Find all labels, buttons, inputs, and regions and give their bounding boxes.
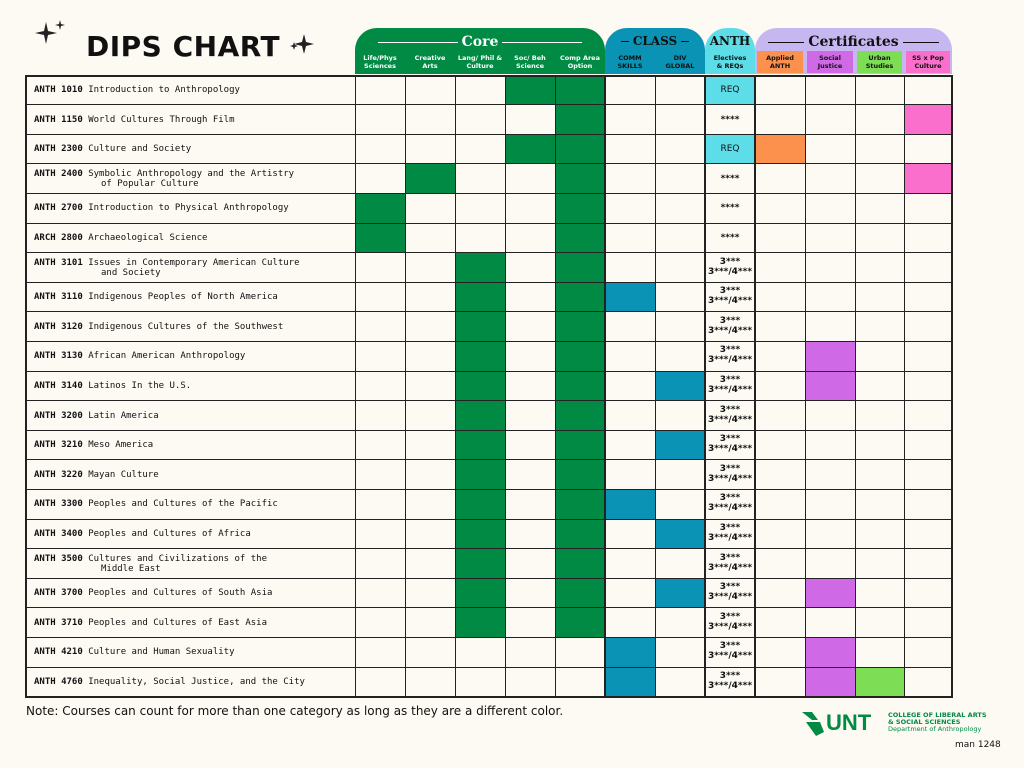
course-label bbox=[34, 588, 354, 598]
class-cell bbox=[605, 489, 655, 519]
code-tag: man 1248 bbox=[955, 740, 1001, 750]
core-cell bbox=[455, 578, 505, 608]
core-cell bbox=[555, 341, 605, 371]
course-name: Peoples and Cultures of East Asia bbox=[88, 617, 268, 628]
course-code: ANTH 3130 bbox=[34, 351, 83, 362]
course-code: ANTH 3140 bbox=[34, 381, 83, 391]
core-cell bbox=[555, 164, 605, 194]
course-name: Peoples and Cultures of Africa bbox=[88, 529, 251, 539]
cert-cell bbox=[805, 578, 855, 608]
course-label bbox=[34, 499, 354, 509]
row-divider bbox=[26, 104, 952, 105]
column-label: Electives & REQs bbox=[713, 54, 747, 70]
title-rule bbox=[378, 42, 458, 43]
core-cell bbox=[455, 341, 505, 371]
course-name: Inequality, Social Justice, and the City bbox=[88, 677, 305, 687]
course-name: Meso America bbox=[88, 440, 154, 451]
anth-requirement: **** bbox=[720, 203, 740, 214]
column-label: Lang/ Phil & Culture bbox=[457, 54, 503, 70]
footnote: Note: Courses can count for more than one category as long as they are a different color. bbox=[26, 704, 564, 718]
column-label: Life/Phys Sciences bbox=[363, 54, 397, 70]
course-code: ANTH 2700 bbox=[34, 203, 83, 214]
anth-requirement: 3*** 3***/4*** bbox=[707, 552, 753, 573]
course-code: ARCH 2800 bbox=[34, 233, 83, 243]
class-cell bbox=[655, 430, 705, 460]
group-title-text: CLASS bbox=[632, 34, 678, 48]
cert-cell bbox=[855, 667, 904, 697]
course-name: Mayan Culture bbox=[88, 469, 159, 480]
anth-requirement: REQ bbox=[720, 144, 740, 155]
row-divider bbox=[26, 489, 952, 490]
row-divider bbox=[26, 371, 952, 372]
anth-requirement: 3*** 3***/4*** bbox=[707, 493, 753, 514]
row-divider bbox=[26, 341, 952, 342]
row-divider bbox=[26, 607, 952, 608]
core-cell bbox=[455, 282, 505, 312]
title-rule bbox=[502, 42, 582, 43]
class-cell bbox=[605, 667, 655, 697]
page-title: DIPS CHART bbox=[86, 30, 281, 63]
column-divider bbox=[555, 75, 556, 698]
column-label: Urban Studies bbox=[857, 51, 902, 73]
anth-requirement: REQ bbox=[720, 85, 740, 95]
row-divider bbox=[26, 519, 952, 520]
core-cell bbox=[455, 608, 505, 638]
column-label: DIV GLOBAL bbox=[665, 54, 695, 70]
column-divider bbox=[855, 75, 856, 698]
core-cell bbox=[555, 519, 605, 549]
class-cell bbox=[605, 282, 655, 312]
course-name: Indigenous Cultures of the Southwest bbox=[88, 321, 284, 332]
anth-requirement: 3*** 3***/4*** bbox=[707, 671, 753, 691]
course-name: Issues in Contemporary American Culture bbox=[88, 257, 300, 268]
course-label bbox=[34, 647, 354, 657]
course-code: ANTH 3200 bbox=[34, 410, 83, 421]
group-title-text: Certificates bbox=[808, 34, 899, 50]
course-code: ANTH 1010 bbox=[34, 85, 83, 95]
core-cell bbox=[455, 371, 505, 401]
anth-requirement: 3*** 3***/4*** bbox=[707, 345, 753, 366]
logo-text: UNT bbox=[826, 710, 872, 735]
college-name bbox=[888, 712, 987, 733]
core-cell bbox=[555, 134, 605, 164]
cert-cell bbox=[805, 637, 855, 667]
course-label bbox=[34, 292, 354, 302]
column-divider bbox=[25, 75, 27, 698]
column-divider bbox=[405, 75, 406, 698]
column-label: Applied ANTH bbox=[757, 51, 803, 73]
course-label bbox=[34, 169, 354, 189]
course-label bbox=[34, 115, 354, 125]
row-divider bbox=[26, 696, 952, 698]
course-label bbox=[34, 258, 354, 278]
column-divider bbox=[355, 75, 356, 698]
core-cell bbox=[455, 549, 505, 579]
cert-cell bbox=[805, 341, 855, 371]
column-label: COMM SKILLS bbox=[617, 54, 643, 70]
core-cell bbox=[455, 253, 505, 283]
core-cell bbox=[555, 193, 605, 223]
anth-requirement: 3*** 3***/4*** bbox=[707, 611, 753, 632]
course-label bbox=[34, 618, 354, 628]
anth-requirement: 3*** 3***/4*** bbox=[707, 641, 753, 662]
column-divider bbox=[704, 75, 706, 698]
course-name: Culture and Society bbox=[88, 144, 192, 155]
cert-cell bbox=[755, 134, 805, 164]
college-name-text: COLLEGE OF LIBERAL ARTS & SOCIAL SCIENCES bbox=[888, 711, 987, 726]
course-label bbox=[34, 233, 354, 243]
course-code: ANTH 3500 bbox=[34, 553, 83, 564]
core-cell bbox=[455, 489, 505, 519]
column-divider bbox=[505, 75, 506, 698]
cert-cell bbox=[805, 667, 855, 697]
core-cell bbox=[555, 75, 605, 105]
course-label bbox=[34, 440, 354, 450]
anth-requirement: **** bbox=[720, 233, 740, 243]
core-cell bbox=[555, 371, 605, 401]
course-label bbox=[34, 470, 354, 480]
column-divider bbox=[805, 75, 806, 698]
cert-cell bbox=[805, 371, 855, 401]
core-cell bbox=[455, 430, 505, 460]
core-cell bbox=[455, 312, 505, 342]
group-title-anth bbox=[705, 34, 755, 48]
column-divider bbox=[754, 75, 756, 698]
unt-logo bbox=[800, 708, 888, 738]
column-divider bbox=[604, 75, 606, 698]
anth-requirement: 3*** 3***/4*** bbox=[707, 463, 753, 484]
course-name: Peoples and Cultures of South Asia bbox=[88, 588, 273, 599]
core-cell bbox=[355, 223, 405, 253]
column-divider bbox=[655, 75, 656, 698]
row-divider bbox=[26, 75, 952, 77]
core-cell bbox=[455, 460, 505, 490]
anth-requirement: 3*** 3***/4*** bbox=[707, 523, 753, 543]
course-code: ANTH 2400 bbox=[34, 168, 83, 179]
course-label bbox=[34, 85, 354, 95]
course-label bbox=[34, 351, 354, 361]
course-label bbox=[34, 381, 354, 391]
group-title-text: ANTH bbox=[709, 34, 751, 48]
anth-requirement: 3*** 3***/4*** bbox=[707, 315, 753, 336]
class-cell bbox=[655, 578, 705, 608]
anth-requirement: 3*** 3***/4*** bbox=[707, 286, 753, 307]
row-divider bbox=[26, 430, 952, 431]
course-code: ANTH 3400 bbox=[34, 529, 83, 539]
group-title-certificates bbox=[755, 34, 952, 50]
core-cell bbox=[555, 549, 605, 579]
title-rule bbox=[903, 42, 939, 43]
row-divider bbox=[26, 282, 952, 283]
column-label: Social Justice bbox=[807, 51, 853, 73]
row-divider bbox=[26, 311, 952, 312]
row-divider bbox=[26, 252, 952, 253]
row-divider bbox=[26, 548, 952, 549]
class-cell bbox=[655, 519, 705, 549]
course-name: Introduction to Anthropology bbox=[88, 85, 240, 95]
course-name: Latin America bbox=[88, 410, 159, 421]
core-cell bbox=[555, 578, 605, 608]
course-name: Latinos In the U.S. bbox=[88, 381, 192, 391]
row-divider bbox=[26, 459, 952, 460]
core-cell bbox=[455, 519, 505, 549]
class-cell bbox=[655, 371, 705, 401]
core-cell bbox=[555, 105, 605, 135]
course-name: African American Anthropology bbox=[88, 351, 246, 362]
row-divider bbox=[26, 223, 952, 224]
core-cell bbox=[555, 489, 605, 519]
course-code: ANTH 4210 bbox=[34, 647, 83, 658]
core-cell bbox=[355, 193, 405, 223]
course-name: World Cultures Through Film bbox=[88, 114, 235, 125]
column-label: Creative Arts bbox=[414, 54, 446, 70]
course-code: ANTH 3300 bbox=[34, 499, 83, 510]
course-label bbox=[34, 554, 354, 574]
course-name: Cultures and Civilizations of the bbox=[88, 553, 268, 564]
group-title-core bbox=[355, 34, 605, 50]
sparkle-icon bbox=[34, 18, 68, 48]
course-code: ANTH 2300 bbox=[34, 144, 83, 155]
core-cell bbox=[505, 134, 555, 164]
column-divider bbox=[455, 75, 456, 698]
core-cell bbox=[555, 253, 605, 283]
core-cell bbox=[555, 401, 605, 431]
course-code: ANTH 3220 bbox=[34, 469, 83, 480]
course-name: Introduction to Physical Anthropology bbox=[88, 203, 289, 214]
anth-requirement: **** bbox=[720, 114, 740, 125]
anth-requirement: 3*** 3***/4*** bbox=[707, 256, 753, 277]
anth-requirement: **** bbox=[720, 173, 740, 184]
cert-cell bbox=[904, 105, 952, 135]
course-name: Culture and Human Sexuality bbox=[88, 647, 235, 658]
title-rule bbox=[681, 41, 689, 42]
row-divider bbox=[26, 193, 952, 194]
column-divider bbox=[904, 75, 905, 698]
course-name: Archaeological Science bbox=[88, 233, 208, 243]
core-cell bbox=[555, 312, 605, 342]
row-divider bbox=[26, 163, 952, 164]
core-cell bbox=[455, 401, 505, 431]
course-name: Indigenous Peoples of North America bbox=[88, 292, 278, 303]
anth-requirement: 3*** 3***/4*** bbox=[707, 375, 753, 395]
course-name-continued: and Society bbox=[101, 267, 161, 278]
course-code: ANTH 1150 bbox=[34, 114, 83, 125]
course-code: ANTH 3101 bbox=[34, 257, 83, 268]
core-cell bbox=[505, 75, 555, 105]
core-cell bbox=[555, 430, 605, 460]
course-label bbox=[34, 144, 354, 154]
column-label: SS x Pop Culture bbox=[906, 51, 950, 73]
course-code: ANTH 3210 bbox=[34, 440, 83, 451]
course-name-continued: Middle East bbox=[101, 563, 161, 574]
core-cell bbox=[555, 608, 605, 638]
course-code: ANTH 3120 bbox=[34, 321, 83, 332]
course-code: ANTH 3710 bbox=[34, 617, 83, 628]
anth-requirement: 3*** 3***/4*** bbox=[707, 582, 753, 603]
cert-cell bbox=[904, 164, 952, 194]
group-title-class bbox=[605, 34, 705, 48]
course-code: ANTH 4760 bbox=[34, 677, 83, 687]
department-name: Department of Anthropology bbox=[888, 725, 982, 733]
title-rule bbox=[768, 42, 804, 43]
course-label bbox=[34, 529, 354, 539]
course-label bbox=[34, 411, 354, 421]
row-divider bbox=[26, 667, 952, 668]
course-label bbox=[34, 677, 354, 687]
course-name: Symbolic Anthropology and the Artistry bbox=[88, 168, 295, 179]
anth-requirement: 3*** 3***/4*** bbox=[707, 404, 753, 425]
core-cell bbox=[555, 223, 605, 253]
course-label bbox=[34, 203, 354, 213]
course-code: ANTH 3110 bbox=[34, 292, 83, 303]
core-cell bbox=[555, 460, 605, 490]
course-code: ANTH 3700 bbox=[34, 588, 83, 599]
anth-requirement: 3*** 3***/4*** bbox=[707, 434, 753, 455]
core-cell bbox=[555, 282, 605, 312]
row-divider bbox=[26, 578, 952, 579]
column-label: Comp Area Option bbox=[560, 54, 600, 70]
column-divider bbox=[951, 75, 953, 698]
course-name: Peoples and Cultures of the Pacific bbox=[88, 499, 278, 510]
core-cell bbox=[405, 164, 455, 194]
title-rule bbox=[621, 41, 629, 42]
class-cell bbox=[605, 637, 655, 667]
sparkle-icon bbox=[288, 30, 322, 60]
group-title-text: Core bbox=[461, 34, 499, 50]
row-divider bbox=[26, 637, 952, 638]
course-name-continued: of Popular Culture bbox=[101, 178, 199, 189]
row-divider bbox=[26, 400, 952, 401]
column-label: Soc/ Beh Science bbox=[514, 54, 546, 70]
row-divider bbox=[26, 134, 952, 135]
course-label bbox=[34, 322, 354, 332]
